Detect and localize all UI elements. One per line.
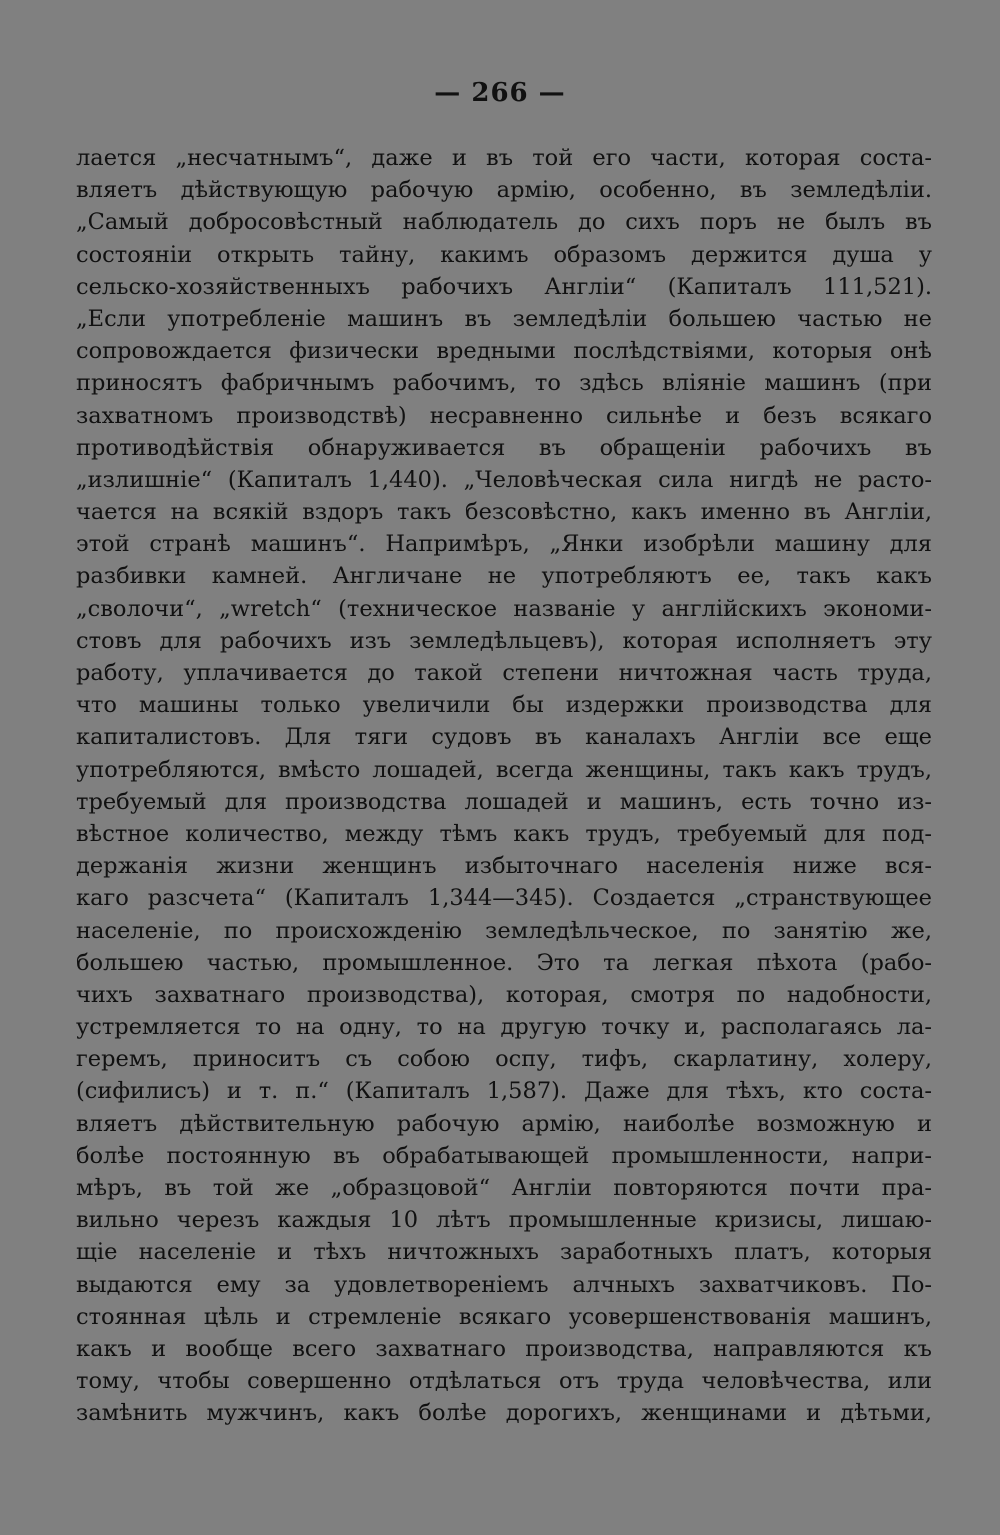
text-line: этой странѣ машинъ“. Напримѣръ, „Янки изобрѣли машину для — [76, 531, 932, 558]
text-line: сельско-хозяйственныхъ рабочихъ Англіи“ (Капиталъ 111,521). — [76, 273, 932, 300]
text-line: вильно черезъ каждыя 10 лѣтъ промышленные кризисы, лишаю- — [76, 1207, 932, 1234]
body-text — [76, 142, 932, 1430]
text-line: (сифилисъ) и т. п.“ (Капиталъ 1,587). Даже для тѣхъ, кто соста- — [76, 1078, 932, 1105]
text-line: противодѣйствія обнаруживается въ обращеніи рабочихъ въ — [76, 434, 932, 461]
text-line: захватномъ производствѣ) несравненно сильнѣе и безъ всякаго — [76, 402, 932, 429]
text-line: работу, уплачивается до такой степени ничтожная часть труда, — [76, 660, 932, 686]
text-line: „Если употребленіе машинъ въ земледѣліи большею частью не — [76, 305, 932, 332]
text-line: приносятъ фабричнымъ рабочимъ, то здѣсь вліяніе машинъ (при — [76, 370, 932, 397]
text-line: большею частью, промышленное. Это та легкая пѣхота (рабо- — [76, 949, 932, 976]
text-line: разбивки камней. Англичане не употребляютъ ее, такъ какъ — [76, 563, 932, 590]
text-line: устремляется то на одну, то на другую точку и, располагаясь ла- — [76, 1014, 932, 1041]
text-line: что машины только увеличили бы издержки производства для — [76, 692, 932, 719]
text-line: стовъ для рабочихъ изъ земледѣльцевъ), которая исполняетъ эту — [76, 627, 932, 654]
text-line: состояніи открыть тайну, какимъ образомъ держится душа у — [76, 241, 932, 268]
text-line: стоянная цѣль и стремленіе всякаго усовершенствованія машинъ, — [76, 1303, 932, 1330]
text-line: „излишніе“ (Капиталъ 1,440). „Человѣческая сила нигдѣ не расто- — [76, 466, 932, 493]
text-line: „сволочи“, „wretch“ (техническое названіе у англійскихъ экономи- — [76, 595, 932, 622]
text-line: употребляются, вмѣсто лошадей, всегда женщины, такъ какъ трудъ, — [76, 756, 932, 783]
text-line: лается „несчатнымъ“, даже и въ той его части, которая соста- — [76, 145, 932, 171]
text-line: вляетъ дѣйствующую рабочую армію, особенно, въ земледѣліи. — [76, 177, 932, 204]
text-line: чихъ захватнаго производства), которая, смотря по надобности, — [76, 981, 932, 1008]
text-line: мѣръ, въ той же „образцовой“ Англіи повторяются почти пра- — [76, 1175, 932, 1201]
text-line: выдаются ему за удовлетвореніемъ алчныхъ захватчиковъ. По- — [76, 1271, 932, 1298]
text-line: щіе населеніе и тѣхъ ничтожныхъ заработныхъ платъ, которыя — [76, 1239, 932, 1266]
text-line: тому, чтобы совершенно отдѣлаться отъ труда человѣчества, или — [76, 1368, 932, 1395]
text-line: требуемый для производства лошадей и машинъ, есть точно из- — [76, 788, 932, 815]
text-line: вѣстное количество, между тѣмъ какъ трудъ, требуемый для под- — [76, 820, 932, 847]
text-line: болѣе постоянную въ обрабатывающей промышленности, напри- — [76, 1142, 932, 1169]
text-line: вляетъ дѣйствительную рабочую армію, наиболѣе возможную и — [76, 1110, 932, 1137]
text-line: какъ и вообще всего захватнаго производства, направляются къ — [76, 1335, 932, 1362]
text-line: держанія жизни женщинъ избыточнаго населенія ниже вся- — [76, 853, 932, 880]
text-line: сопровождается физически вредными послѣдствіями, которыя онѣ — [76, 338, 932, 365]
text-line: замѣнить мужчинъ, какъ болѣе дорогихъ, женщинами и дѣтьми, — [76, 1400, 932, 1427]
text-line: капиталистовъ. Для тяги судовъ въ каналахъ Англіи все еще — [76, 724, 932, 751]
text-line: каго разсчета“ (Капиталъ 1,344—345). Создается „странствующее — [76, 885, 932, 912]
text-line: чается на всякій вздоръ такъ безсовѣстно, какъ именно въ Англіи, — [76, 499, 932, 526]
text-line: геремъ, приноситъ съ собою оспу, тифъ, скарлатину, холеру, — [76, 1046, 932, 1073]
text-line: населеніе, по происхожденію земледѣльческое, по занятію же, — [76, 917, 932, 944]
page-number: — 266 — — [434, 78, 566, 108]
text-line: „Самый добросовѣстный наблюдатель до сихъ поръ не былъ въ — [76, 209, 932, 236]
